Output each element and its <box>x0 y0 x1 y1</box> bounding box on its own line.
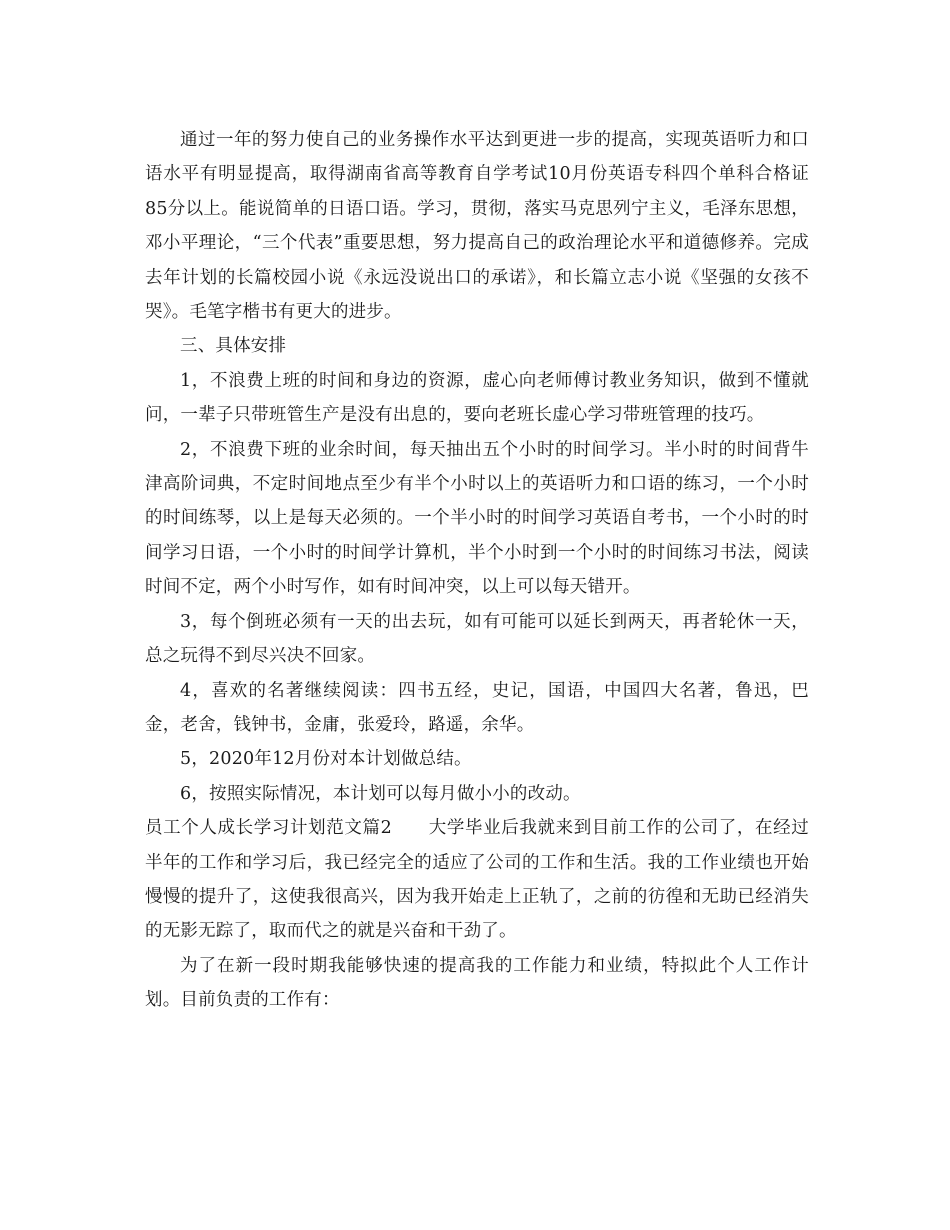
list-item-1: 1，不浪费上班的时间和身边的资源，虚心向老师傅讨教业务知识，做到不懂就问，一辈子只带班管生产是没有出息的，要向老班长虚心学习带班管理的技巧。 <box>145 370 809 426</box>
list-item-5: 5，2020年12月份对本计划做总结。 <box>180 749 472 770</box>
list-item-3: 3，每个倒班必须有一天的出去玩，如有可能可以延长到两天，再者轮休一天，总之玩得不到尽兴决不回家。 <box>145 611 809 667</box>
paragraph-article-2-intro: 员工个人成长学习计划范文篇2 大学毕业后我就来到目前工作的公司了，在经过半年的工作和学习后，我已经完全的适应了公司的工作和生活。我的工作业绩也开始慢慢的提升了，这使我很高兴，因为我开始走上正轨了，之前的彷徨和无助已经消失的无影无踪了，取而代之的就是兴奋和干劲了。 <box>145 818 809 942</box>
list-item-2: 2，不浪费下班的业余时间，每天抽出五个小时的时间学习。半小时的时间背牛津高阶词典，不定时间地点至少有半个小时以上的英语听力和口语的练习，一个小时的时间练琴，以上是每天必须的。一个半小时的时间学习英语自考书，一个小时的时间学习日语，一个小时的时间学计算机，半个小时到一个小时的时间练习书法，阅读时间不定，两个小时写作，如有时间冲突，以上可以每天错开。 <box>145 439 809 598</box>
list-item-4: 4，喜欢的名著继续阅读：四书五经，史记，国语，中国四大名著，鲁迅，巴金，老舍，钱钟书，金庸，张爱玲，路遥，余华。 <box>145 680 809 735</box>
paragraph-goals: 通过一年的努力使自己的业务操作水平达到更进一步的提高，实现英语听力和口语水平有明显提高，取得湖南省高等教育自学考试10月份英语专科四个单科合格证85分以上。能说简单的日语口语。学习，贯彻，落实马克思列宁主义，毛泽东思想，邓小平理论，“三个代表”重要思想，努力提高自己的政治理论水平和道德修养。完成去年计划的长篇校园小说《永远没说出口的承诺》，和长篇立志小说《坚强的女孩不哭》。毛笔字楷书有更大的进步。 <box>145 130 809 323</box>
paragraph-plan-purpose: 为了在新一段时期我能够快速的提高我的工作能力和业绩，特拟此个人工作计划。目前负责的工作有： <box>145 955 809 1011</box>
section-heading-arrangement: 三、具体安排 <box>180 336 287 357</box>
document-body <box>145 123 809 1018</box>
list-item-6: 6，按照实际情况，本计划可以每月做小小的改动。 <box>180 783 581 804</box>
